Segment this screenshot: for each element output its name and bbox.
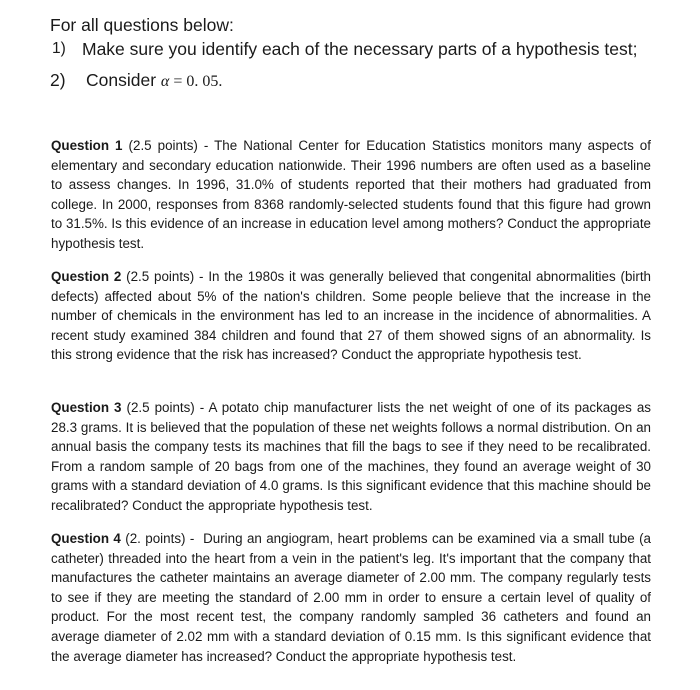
question-separator: - <box>185 531 204 546</box>
question-text: During an angiogram, heart problems can be examined via a small tube (a catheter) threaded into the heart from a vein in the patient's leg. It's important that the company that manufactures the catheter maintains an average diameter of 2.00 mm. The company regularly tests to see if they are meeting the standard of 2.00 mm in order to ensure a certain level of quality of product. For the most recent test, the company randomly sampled 36 catheters and found an average diameter of 2.02 mm with a standard deviation of 0.15 mm. Is this significant evidence that the average diameter has increased? Conduct the appropriate hypothesis test. <box>51 531 651 664</box>
instruction-item-2 <box>50 68 670 94</box>
question-3 <box>51 398 651 516</box>
question-label: Question 1 <box>51 138 123 153</box>
alpha-symbol: α <box>160 73 170 90</box>
question-separator: - <box>197 138 215 153</box>
instruction-number: 2) <box>50 70 66 90</box>
question-text: The National Center for Education Statistics monitors many aspects of elementary and secondary education nationwide. Their 1996 numbers are often used as a baseline to assess changes. In 1996, 31.0% of students reported that their mothers had graduated from college. In 2000, responses from 8368 randomly-selected students found that this figure had grown to 31.5%. Is this evidence of an increase in education level among mothers? Conduct the appropriate hypothesis test. <box>51 138 651 251</box>
question-separator: - <box>194 400 209 415</box>
question-label: Question 2 <box>51 269 122 284</box>
instructions-heading: For all questions below: <box>50 15 234 35</box>
question-text: In the 1980s it was generally believed that congenital abnormalities (birth defects) affected about 5% of the nation's children. Some people believe that the increase in the number of chemicals in the environment has led to an increase in the incidence of abnormalities. A recent study examined 384 children and found that 27 of them showed signs of an abnormality. Is this strong evidence that the risk has increased? Conduct the appropriate hypothesis test. <box>51 269 651 363</box>
instruction-text: Make sure you identify each of the necessary parts of a hypothesis test; <box>82 39 638 59</box>
question-points: (2.5 points) <box>126 269 195 284</box>
question-points: (2.5 points) <box>128 138 198 153</box>
question-1 <box>51 136 651 254</box>
question-points: (2. points) <box>125 531 186 546</box>
instructions-block <box>50 13 670 94</box>
alpha-formula <box>161 73 222 90</box>
instruction-text <box>82 70 222 90</box>
alpha-value: 0. 05. <box>186 73 223 90</box>
instruction-item-1 <box>50 37 670 61</box>
question-2 <box>51 267 651 365</box>
instructions-list <box>50 37 670 94</box>
question-label: Question 3 <box>51 400 122 415</box>
question-label: Question 4 <box>51 531 121 546</box>
instruction-text-prefix: Consider <box>86 70 157 90</box>
question-points: (2.5 points) <box>126 400 195 415</box>
question-text: A potato chip manufacturer lists the net weight of one of its packages as 28.3 grams. It is believed that the population of these net weights follows a normal distribution. On an annual basis the company tests its machines that fill the bags to see if they need to be recalibrated. From a random sample of 20 bags from one of the machines, they found an average weight of 30 grams with a standard deviation of 4.0 grams. Is this significant evidence that this machine should be recalibrated? Conduct the appropriate hypothesis test. <box>51 400 651 513</box>
instruction-number: 1) <box>52 40 66 57</box>
question-separator: - <box>194 269 209 284</box>
equals-sign: = <box>169 73 187 90</box>
question-4 <box>51 529 651 666</box>
